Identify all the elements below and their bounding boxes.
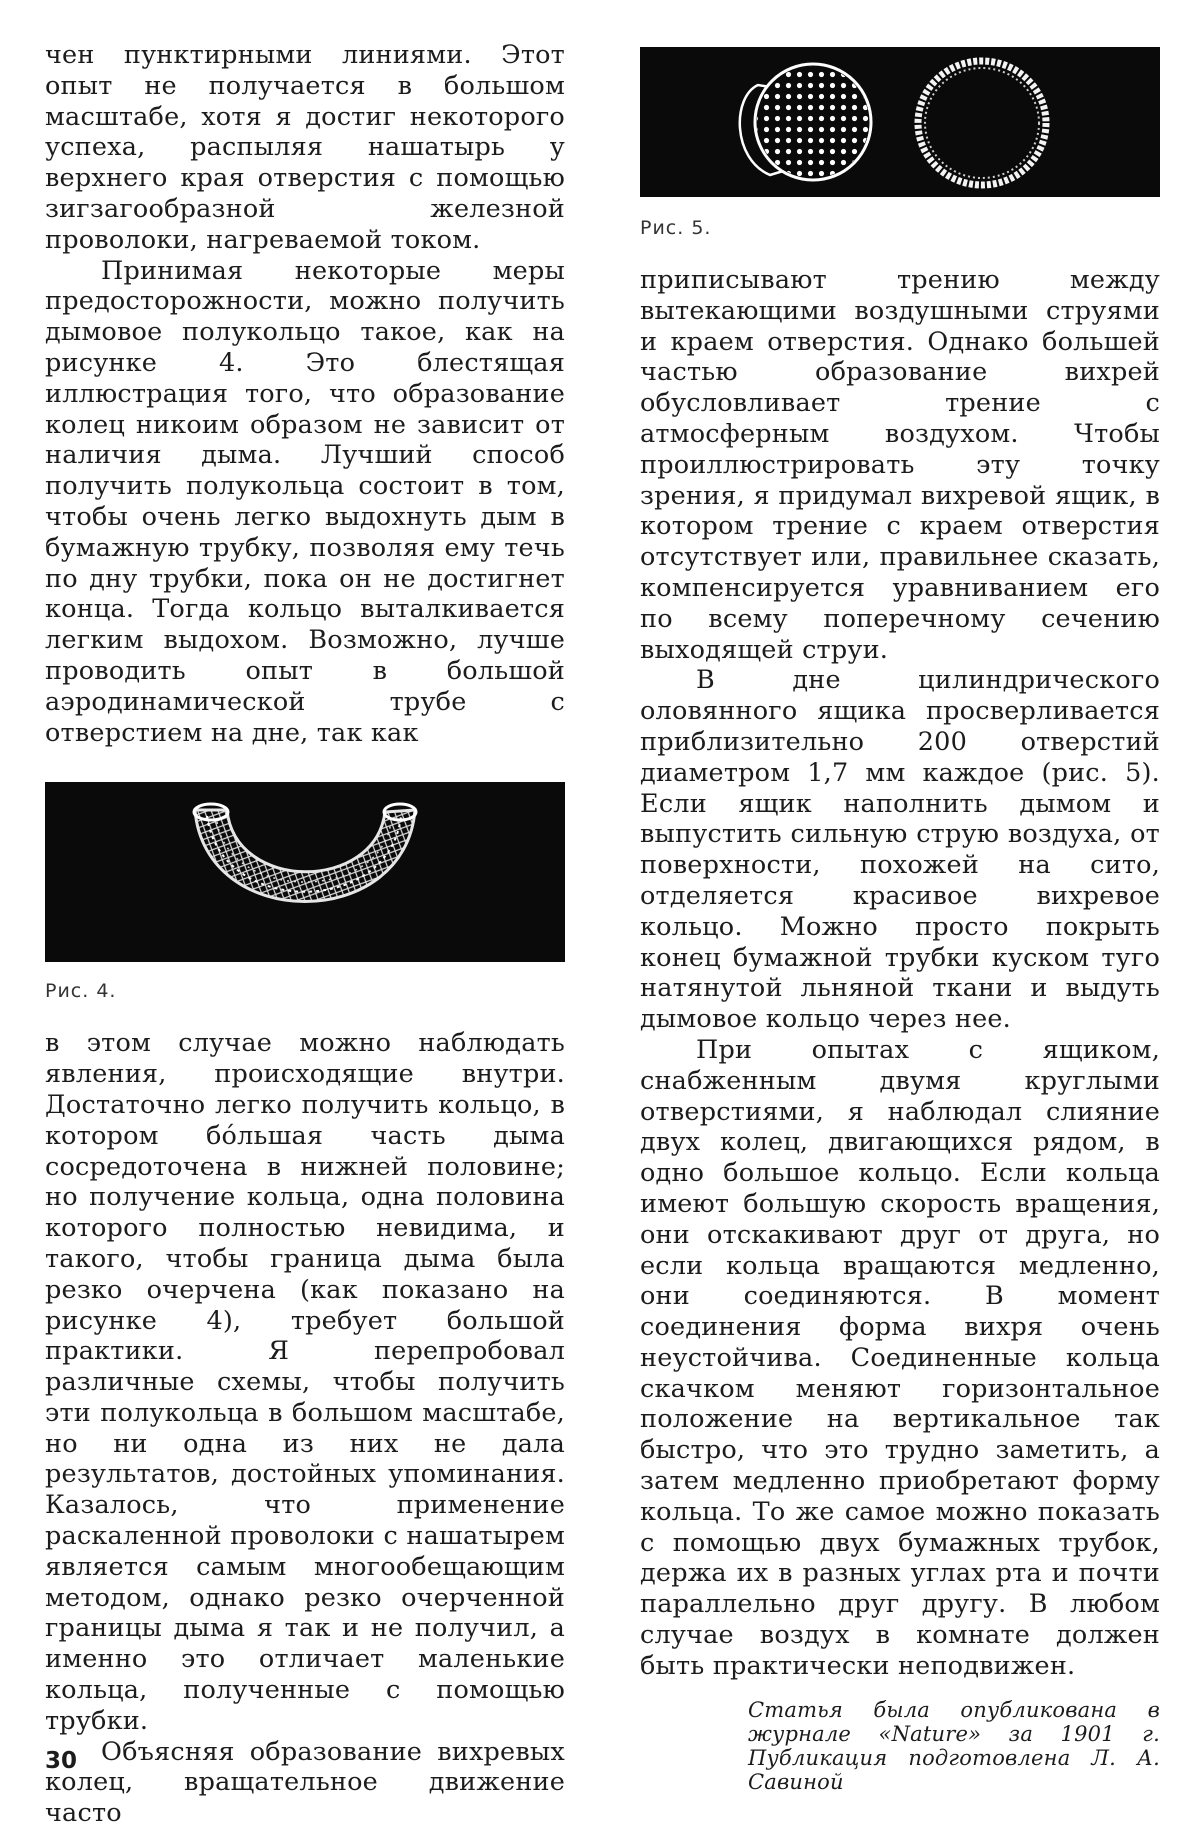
body-paragraph: Принимая некоторые меры предосторожности, можно получить дымовое полукольцо такое, как на рисунке 4. Это блестящая иллюстрация того, что образование колец никоим образом не зависит от наличия дыма. Лучший способ получить полукольца состоит в том, чтобы очень легко выдохнуть дым в бумажную трубку, позволяя ему течь по дну трубки, пока он не достигнет конца. Тогда кольцо выталкивается легким выдохом. Возможно, лучше проводить опыт в большой аэродинамической трубе с отверстием на дне, так как — [45, 255, 565, 748]
body-paragraph: в этом случае можно наблюдать явления, происходящие внутри. Достаточно легко получить кольцо, в котором бóльшая часть дыма сосредоточена в нижней половине; но получение кольца, одна половина которого полностью невидима, и такого, чтобы граница дыма была резко очерчена (как показано на рисунке 4), требует большой практики. Я перепробовал различные схемы, чтобы получить эти полукольца в большом масштабе, но ни одна из них не дала результатов, достойных упоминания. Казалось, что применение раскаленной проволоки с нашатырем является самым многообещающим методом, однако резко очерченной границы дыма я так и не получил, а именно это отличает маленькие кольца, полученные с помощью трубки. — [45, 1028, 565, 1736]
page-number: 30 — [45, 1748, 78, 1774]
figure-4-caption: Рис. 4. — [45, 980, 117, 1003]
figure-4-half-ring-photo — [45, 782, 565, 962]
body-paragraph: приписывают трению между вытекающими воздушными струями и краем отверстия. Однако большей частью образование вихрей обусловливает трение с атмосферным воздухом. Чтобы проиллюстрировать эту точку зрения, я придумал вихревой ящик, в котором трение с краем отверстия отсутствует или, правильнее сказать, компенсируется уравниванием его по всему поперечному сечению выходящей струи. — [640, 265, 1160, 665]
right-column — [640, 40, 1160, 1794]
left-column — [45, 40, 565, 1829]
sieve-and-ring-illustration — [640, 47, 1160, 197]
figure-5-caption: Рис. 5. — [640, 217, 712, 239]
body-paragraph: чен пунктирными линиями. Этот опыт не получается в большом масштабе, хотя я достиг некоторого успеха, распыляя нашатырь у верхнего края отверстия с помощью зигзагообразной железной проволоки, нагреваемой током. — [45, 40, 565, 255]
body-paragraph: В дне цилиндрического оловянного ящика просверливается приблизительно 200 отверстий диаметром 1,7 мм каждое (рис. 5). Если ящик наполнить дымом и выпустить сильную струю воздуха, от поверхности, похожей на сито, отделяется красивое вихревое кольцо. Можно просто покрыть конец бумажной трубки куском туго натянутой льняной ткани и выдуть дымовое кольцо через нее. — [640, 665, 1160, 1035]
publication-footnote: Статья была опубликована в журнале «Nature» за 1901 г. Публикация подготовлена Л. А. Савиной — [748, 1697, 1160, 1794]
figure-5-vortex-box-photo — [640, 47, 1160, 197]
body-paragraph: Объясняя образование вихревых колец, вращательное движение часто — [45, 1736, 565, 1829]
body-paragraph: При опытах с ящиком, снабженным двумя круглыми отверстиями, я наблюдал слияние двух колец, двигающихся рядом, в одно большое кольцо. Если кольца имеют большую скорость вращения, они отскакивают друг от друга, но если кольца вращаются медленно, они соединяются. В момент соединения форма вихря очень неустойчива. Соединенные кольца скачком меняют горизонтальное положение на вертикальное так быстро, что это трудно заметить, а затем медленно приобретают форму кольца. То же самое можно показать с помощью двух бумажных трубок, держа их в разных углах рта и почти параллельно друг другу. В любом случае воздух в комнате должен быть практически неподвижен. — [640, 1034, 1160, 1681]
half-ring-illustration — [45, 782, 565, 962]
